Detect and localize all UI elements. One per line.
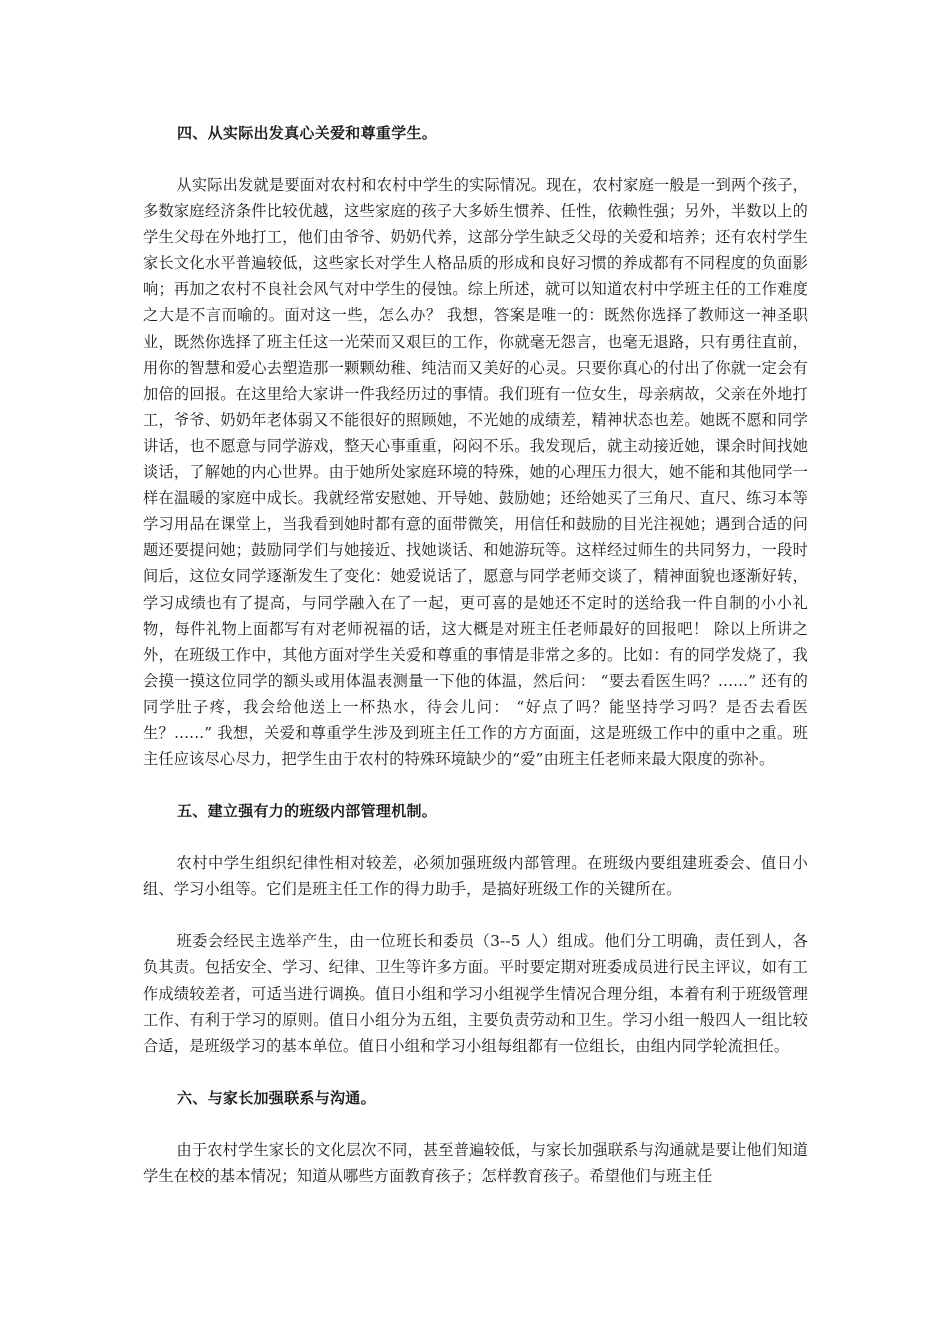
section-5-paragraph-2: 班委会经民主选举产生，由一位班长和委员（3--5 人）组成。他们分工明确，责任到人，各负其责。包括安全、学习、纪律、卫生等许多方面。平时要定期对班委成员进行民主评议，如有工作成绩较差者，可适当进行调换。值日小组和学习小组视学生情况合理分组，本着有利于班级管理工作、有利于学习的原则。值日小组分为五组，主要负责劳动和卫生。学习小组一般四人一组比较合适，是班级学习的基本单位。值日小组和学习小组每组都有一位组长，由组内同学轮流担任。 <box>143 932 808 1055</box>
spacer <box>143 902 808 928</box>
document-page <box>143 120 808 1189</box>
section-heading-5: 五、建立强有力的班级内部管理机制。 <box>177 802 438 821</box>
section-heading-6: 六、与家长加强联系与沟通。 <box>177 1088 376 1107</box>
spacer <box>143 824 808 850</box>
section-4-paragraph-1: 从实际出发就是要面对农村和农村中学生的实际情况。现在，农村家庭一般是一到两个孩子，多数家庭经济条件比较优越，这些家庭的孩子大多娇生惯养、任性，依赖性强；另外，半数以上的学生父母在外地打工，他们由爷爷、奶奶代养，这部分学生缺乏父母的关爱和培养；还有农村学生家长文化水平普遍较低，这些家长对学生人格品质的形成和良好习惯的养成都有不同程度的负面影响；再加之农村不良社会风气对中学生的侵蚀。综上所述，就可以知道农村中学班主任的工作难度之大是不言而喻的。面对这一些，怎么办？ 我想，答案是唯一的：既然你选择了教师这一神圣职业，既然你选择了班主任这一光荣而又艰巨的工作，你就毫无怨言，也毫无退路，只有勇往直前，用你的智慧和爱心去塑造那一颗颗幼稚、纯洁而又美好的心灵。只要你真心的付出了你就一定会有加倍的回报。在这里给大家讲一件我经历过的事情。我们班有一位女生，母亲病故，父亲在外地打工，爷爷、奶奶年老体弱又不能很好的照顾她，不光她的成绩差，精神状态也差。她既不愿和同学讲话，也不愿意与同学游戏，整天心事重重，闷闷不乐。我发现后，就主动接近她，课余时间找她谈话，了解她的内心世界。由于她所处家庭环境的特殊，她的心理压力很大，她不能和其他同学一样在温暖的家庭中成长。我就经常安慰她、开导她、鼓励她；还给她买了三角尺、直尺、练习本等学习用品在课堂上，当我看到她时都有意的面带微笑，用信任和鼓励的目光注视她；遇到合适的问题还要提问她；鼓励同学们与她接近、找她谈话、和她游玩等。这样经过师生的共同努力，一段时间后，这位女同学逐渐发生了变化：她爱说话了，愿意与同学老师交谈了，精神面貌也逐渐好转，学习成绩也有了提高，与同学融入在了一起，更可喜的是她还不定时的送给我一件自制的小小礼物，每件礼物上面都写有对老师祝福的话，这大概是对班主任老师最好的回报吧！ 除以上所讲之外，在班级工作中，其他方面对学生关爱和尊重的事情是非常之多的。比如：有的同学发烧了，我会摸一摸这位同学的额头或用体温表测量一下他的体温，然后问： “要去看医生吗？......” 还有的同学肚子疼，我会给他送上一杯热水，待会儿问： “好点了吗？能坚持学习吗？是否去看医生？......” 我想，关爱和尊重学生涉及到班主任工作的方方面面，这是班级工作中的重中之重。班主任应该尽心尽力，把学生由于农村的特殊环境缺少的“爱”由班主任老师来最大限度的弥补。 <box>143 176 808 769</box>
spacer <box>143 1059 808 1085</box>
spacer <box>143 772 808 798</box>
section-5-paragraph-1: 农村中学生组织纪律性相对较差，必须加强班级内部管理。在班级内要组建班委会、值日小组、学习小组等。它们是班主任工作的得力助手，是搞好班级工作的关键所在。 <box>143 854 808 899</box>
section-heading-4: 四、从实际出发真心关爱和尊重学生。 <box>177 124 438 142</box>
spacer <box>143 1111 808 1137</box>
section-6-paragraph-1: 由于农村学生家长的文化层次不同，甚至普遍较低，与家长加强联系与沟通就是要让他们知道学生在校的基本情况；知道从哪些方面教育孩子；怎样教育孩子。希望他们与班主任 <box>143 1140 808 1185</box>
spacer <box>143 146 808 172</box>
